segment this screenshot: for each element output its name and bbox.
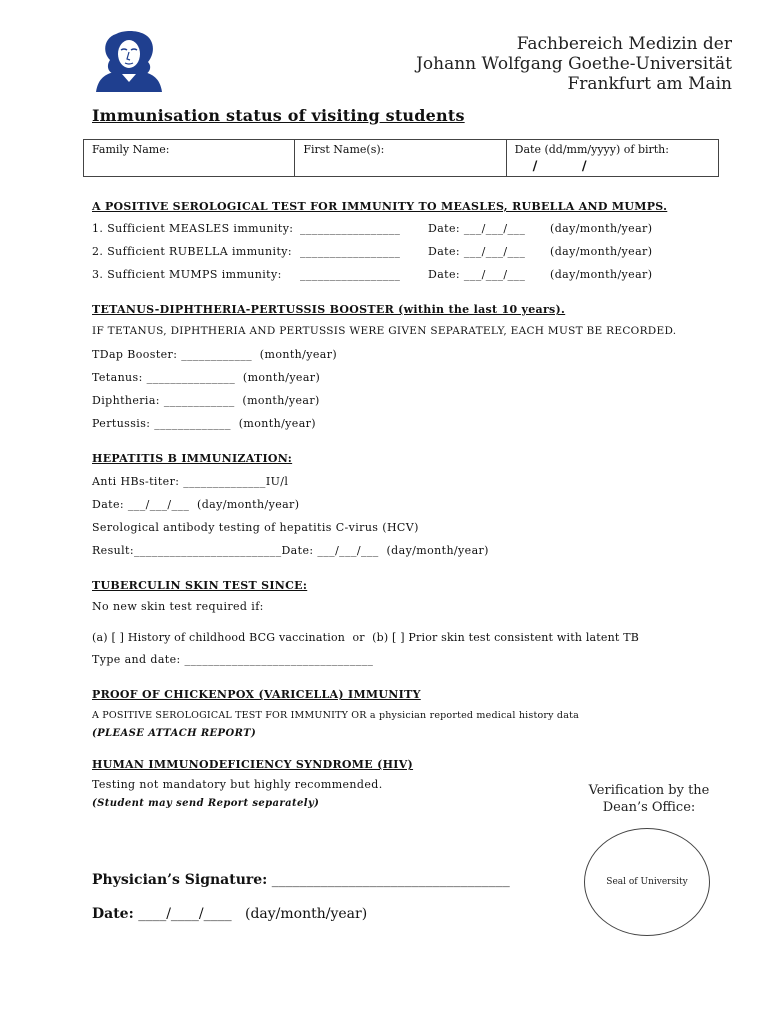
dob-value: / / <box>532 159 607 174</box>
tb-options[interactable]: (a) [ ] History of childhood BCG vaccination or (b) [ ] Prior skin test consistent with latent TB <box>92 631 640 644</box>
mmr-heading: A POSITIVE SEROLOGICAL TEST FOR IMMUNITY TO MEASLES, RUBELLA AND MUMPS. <box>92 200 668 213</box>
hiv-text: Testing not mandatory but highly recommended. <box>92 778 383 791</box>
mumps-result-field[interactable]: _________________ <box>300 268 401 281</box>
tb-no-new-test-label: No new skin test required if: <box>92 600 264 613</box>
university-seal <box>584 828 710 936</box>
rubella-date-field[interactable]: Date: ___/___/___ <box>428 245 526 258</box>
student-info-table <box>83 139 719 177</box>
measles-date-format: (day/month/year) <box>550 222 653 235</box>
first-names-label: First Name(s): <box>303 143 385 156</box>
hcv-result-field[interactable]: Result:_________________________Date: ___/___/___ (day/month/year) <box>92 544 489 557</box>
hcv-testing-label: Serological antibody testing of hepatitis C-virus (HCV) <box>92 521 419 534</box>
mumps-date-format: (day/month/year) <box>550 268 653 281</box>
rubella-label: 2. Sufficient RUBELLA immunity: <box>92 245 292 258</box>
hiv-heading: HUMAN IMMUNODEFICIENCY SYNDROME (HIV) <box>92 758 414 771</box>
first-names-field[interactable] <box>295 140 506 176</box>
tetanus-field[interactable]: Tetanus: _______________ (month/year) <box>92 371 321 384</box>
physician-signature-field[interactable] <box>92 872 510 888</box>
dob-label: Date (dd/mm/yyyy) of birth: <box>514 143 669 156</box>
tdap-booster-field[interactable]: TDap Booster: ____________ (month/year) <box>92 348 338 361</box>
family-name-label: Family Name: <box>92 143 170 156</box>
hiv-note: (Student may send Report separately) <box>92 798 320 809</box>
tb-type-date-field[interactable]: Type and date: ________________________________ <box>92 653 374 666</box>
signature-label: Physician’s Signature: <box>92 872 268 888</box>
date-label: Date: <box>92 906 134 922</box>
rubella-date-format: (day/month/year) <box>550 245 653 258</box>
varicella-text: A POSITIVE SEROLOGICAL TEST FOR IMMUNITY OR a physician reported medical history data <box>92 710 579 721</box>
institution-line-1: Fachbereich Medizin der <box>516 34 732 54</box>
measles-date-field[interactable]: Date: ___/___/___ <box>428 222 526 235</box>
institution-line-2: Johann Wolfgang Goethe-Universität <box>416 54 732 74</box>
mumps-label: 3. Sufficient MUMPS immunity: <box>92 268 282 281</box>
date-format: (day/month/year) <box>231 906 368 922</box>
family-name-field[interactable] <box>84 140 295 176</box>
rubella-result-field[interactable]: _________________ <box>300 245 401 258</box>
institution-name <box>416 34 732 94</box>
seal-label: Seal of University <box>606 877 688 887</box>
varicella-heading: PROOF OF CHICKENPOX (VARICELLA) IMMUNITY <box>92 688 421 701</box>
date-of-birth-field[interactable] <box>507 140 718 176</box>
page-title: Immunisation status of visiting students <box>92 106 465 125</box>
measles-label: 1. Sufficient MEASLES immunity: <box>92 222 294 235</box>
deans-office-verification <box>578 782 720 816</box>
tdp-note: IF TETANUS, DIPHTHERIA AND PERTUSSIS WERE GIVEN SEPARATELY, EACH MUST BE RECORDED. <box>92 325 677 337</box>
tdp-heading: TETANUS-DIPHTHERIA-PERTUSSIS BOOSTER (within the last 10 years). <box>92 303 566 316</box>
measles-result-field[interactable]: _________________ <box>300 222 401 235</box>
tuberculin-heading: TUBERCULIN SKIN TEST SINCE: <box>92 579 308 592</box>
physician-date-field[interactable] <box>92 906 367 922</box>
signature-line: __________________________________ <box>267 872 510 888</box>
hepatitis-b-date-field[interactable]: Date: ___/___/___ (day/month/year) <box>92 498 300 511</box>
hepatitis-b-heading: HEPATITIS B IMMUNIZATION: <box>92 452 293 465</box>
varicella-attach-note: (PLEASE ATTACH REPORT) <box>92 728 257 739</box>
anti-hbs-titer-field[interactable]: Anti HBs-titer: ______________IU/l <box>92 475 289 488</box>
university-logo-icon <box>92 30 166 92</box>
mumps-date-field[interactable]: Date: ___/___/___ <box>428 268 526 281</box>
verification-line-1: Verification by the <box>588 783 710 798</box>
diphtheria-field[interactable]: Diphtheria: ____________ (month/year) <box>92 394 320 407</box>
pertussis-field[interactable]: Pertussis: _____________ (month/year) <box>92 417 317 430</box>
date-blank: ____/____/____ <box>133 906 232 922</box>
institution-line-3: Frankfurt am Main <box>567 74 732 94</box>
verification-line-2: Dean’s Office: <box>602 800 696 815</box>
